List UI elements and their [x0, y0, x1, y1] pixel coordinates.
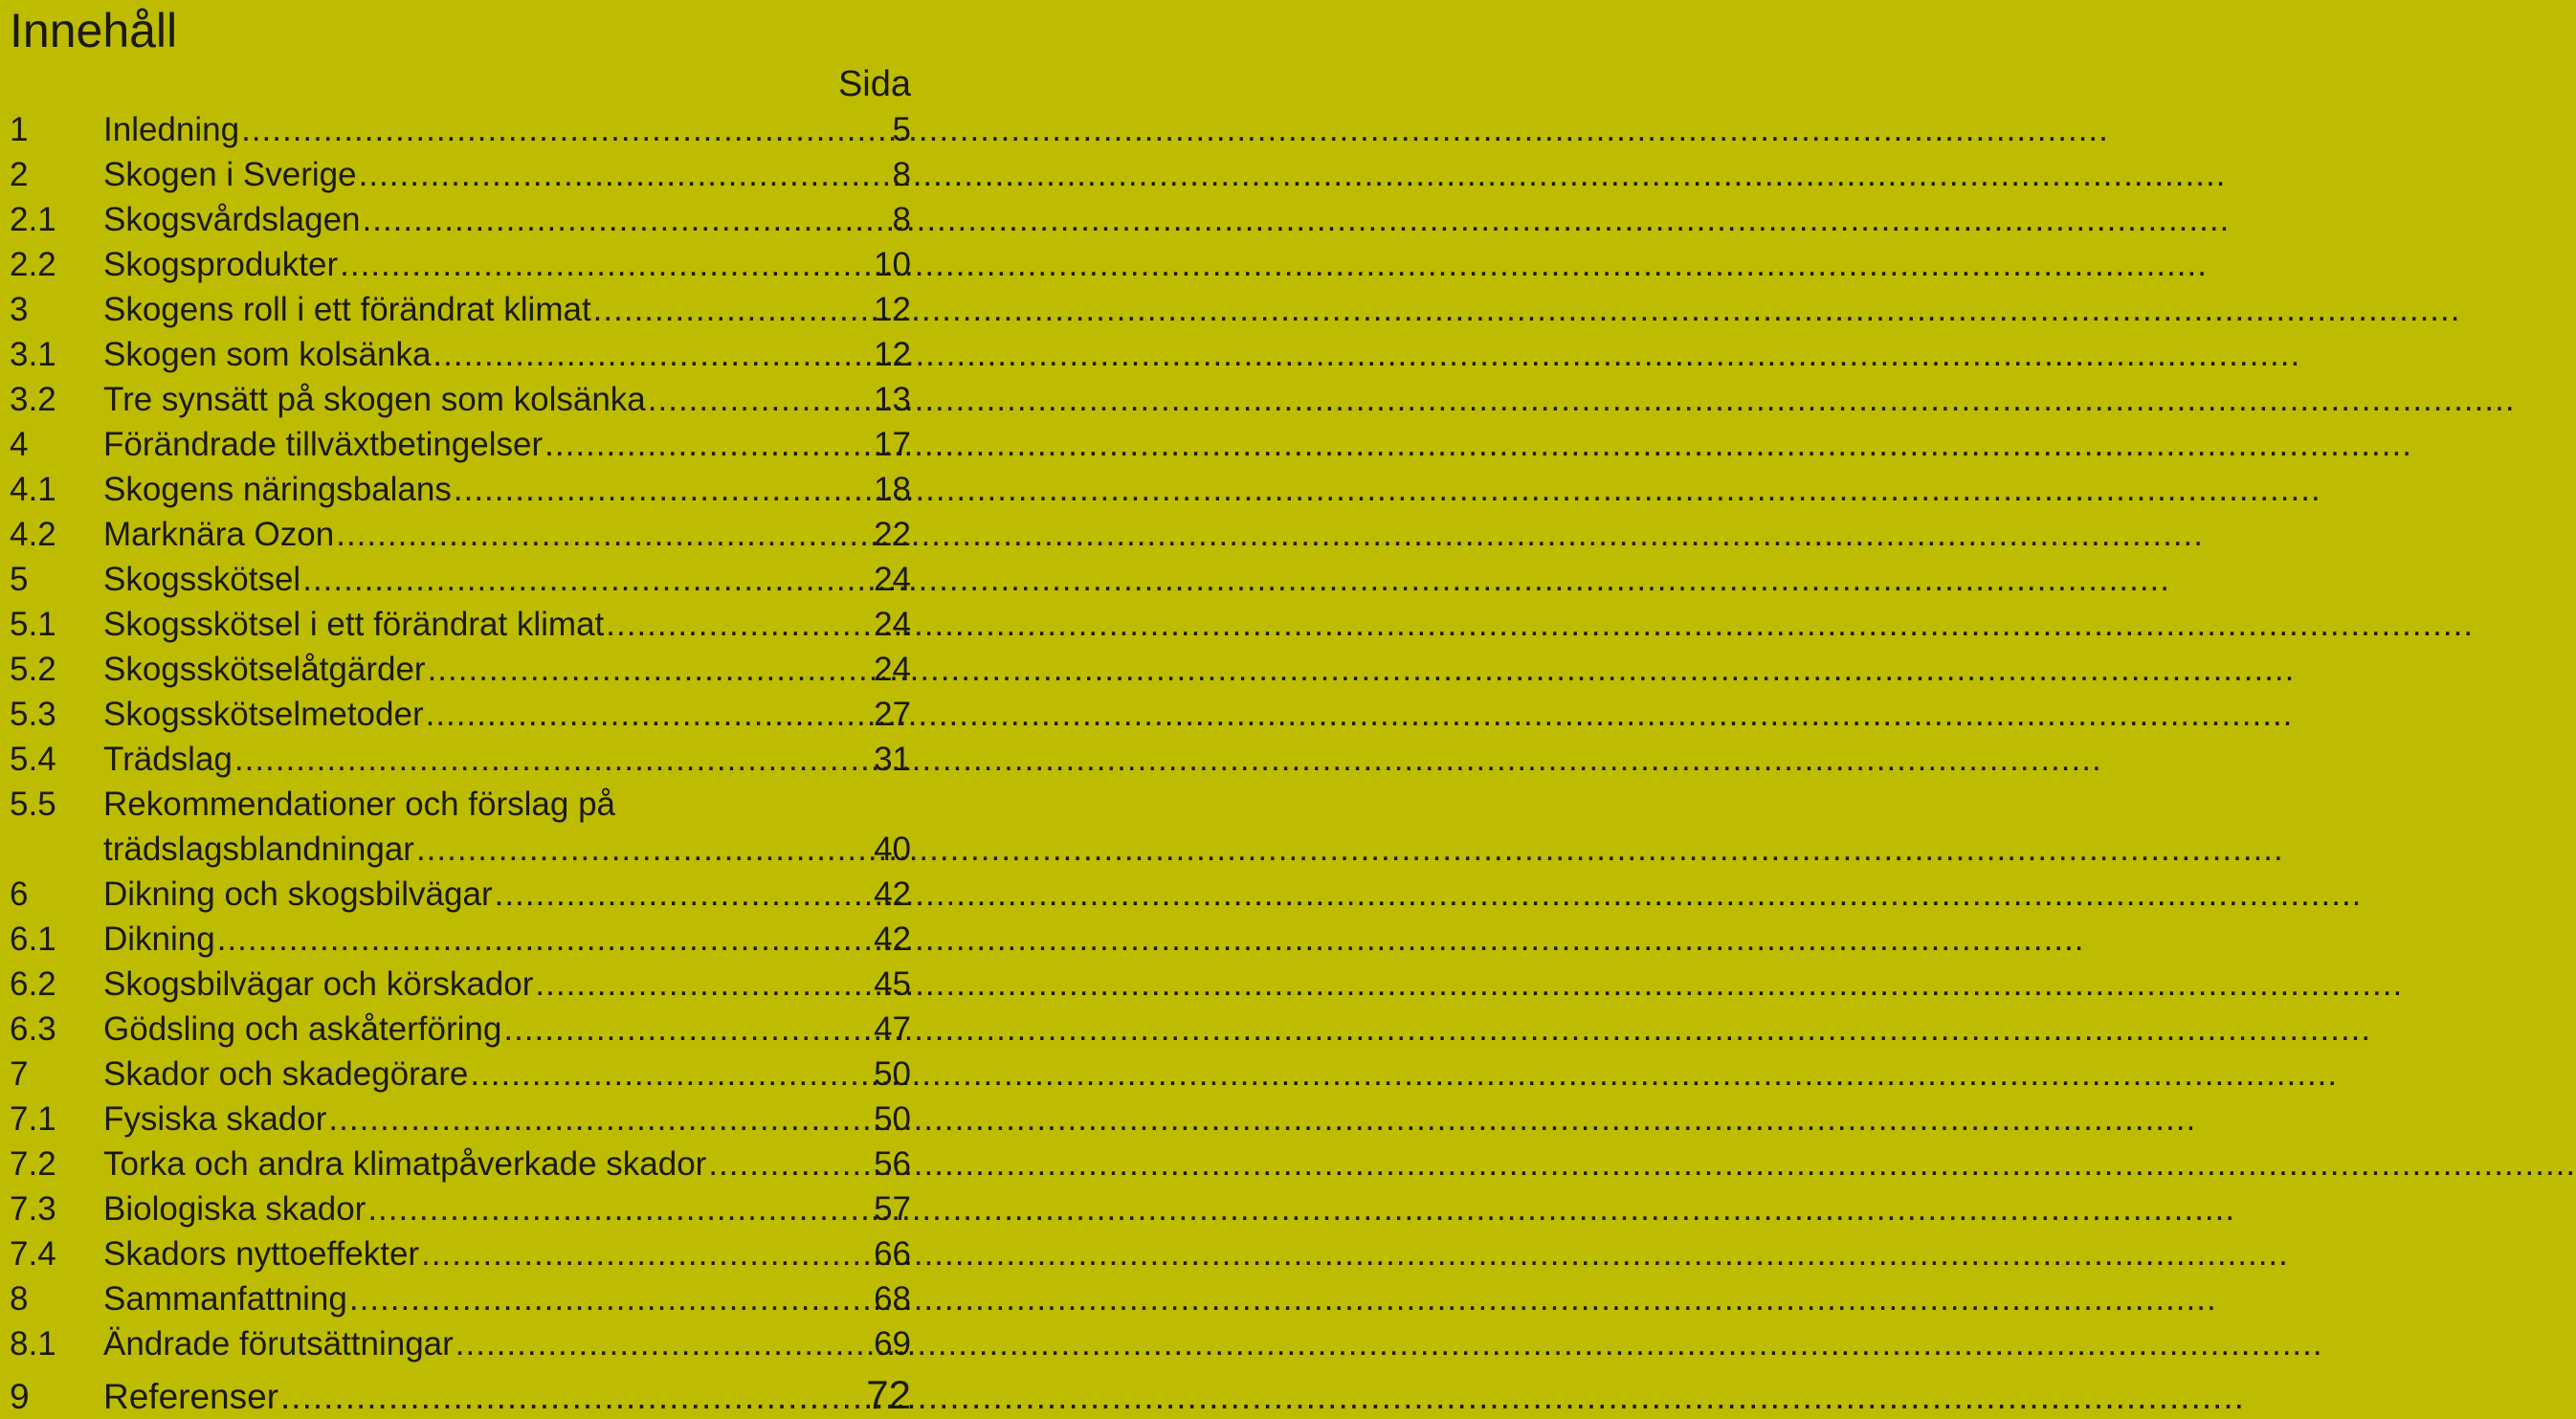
toc-title-line1: Rekommendationer och förslag på [103, 786, 616, 823]
toc-title: Gödsling och askåterföring [103, 1010, 502, 1048]
toc-number: 5.5 [10, 786, 56, 823]
toc-number: 4 [10, 426, 29, 463]
dot-leader [328, 1097, 870, 1142]
toc-page-number: 57 [874, 1190, 911, 1228]
toc-title: Referenser [103, 1377, 279, 1416]
toc-entry-6[interactable] [0, 872, 919, 917]
dot-leader [708, 1142, 870, 1186]
dot-leader [544, 422, 870, 467]
toc-number: 5.2 [10, 651, 56, 688]
toc-page-number: 8 [892, 201, 911, 238]
toc-page-number: 31 [874, 741, 911, 778]
toc-entry-4-2[interactable] [0, 512, 919, 557]
toc-entry-5-5[interactable] [0, 782, 919, 872]
toc-title: Skogens roll i ett förändrat klimat [103, 291, 591, 328]
toc-entry-7[interactable] [0, 1052, 919, 1097]
toc-page-number: 72 [866, 1372, 911, 1417]
toc-page-number: 42 [874, 876, 911, 913]
toc-title: Trädslag [103, 741, 233, 778]
toc-entry-5-2[interactable] [0, 647, 919, 692]
toc-number: 2.1 [10, 201, 56, 238]
toc-entry-3[interactable] [0, 287, 919, 332]
dot-leader [302, 557, 870, 602]
toc-page-number: 42 [874, 920, 911, 958]
toc-number: 4.1 [10, 471, 56, 508]
dot-leader [433, 332, 870, 377]
dot-leader [648, 377, 870, 422]
toc-entry-2-1[interactable] [0, 197, 919, 242]
dot-leader [234, 737, 870, 782]
toc-entry-5[interactable] [0, 557, 919, 602]
toc-entry-6-1[interactable] [0, 917, 919, 962]
dot-leader [363, 197, 889, 242]
dot-leader [340, 242, 870, 287]
toc-page-number: 5 [892, 111, 911, 148]
toc-page-number: 12 [874, 291, 911, 328]
dot-leader [428, 647, 870, 692]
dot-leader [416, 827, 870, 872]
toc-page-number: 40 [874, 831, 911, 868]
toc-number: 9 [10, 1377, 30, 1416]
toc-number: 3.2 [10, 381, 56, 418]
toc-entry-6-3[interactable] [0, 1007, 919, 1052]
dot-leader [349, 1276, 870, 1321]
toc-page-number: 66 [874, 1235, 911, 1273]
toc-title: Skadors nyttoeffekter [103, 1235, 420, 1273]
toc-page-number: 27 [874, 696, 911, 733]
toc-page-number: 22 [874, 516, 911, 553]
dot-leader [241, 107, 888, 152]
page-column-header: Sida [837, 64, 911, 104]
toc-title: Ändrade förutsättningar [103, 1325, 454, 1363]
toc-title: Skogsskötsel i ett förändrat klimat [103, 606, 605, 643]
dot-leader [606, 602, 870, 647]
toc-number: 6.3 [10, 1010, 56, 1048]
toc-title: Skogsvårdslagen [103, 201, 361, 238]
toc-number: 2 [10, 156, 29, 193]
dot-leader [454, 467, 870, 512]
toc-number: 2.2 [10, 246, 56, 283]
toc-title: Dikning och skogsbilvägar [103, 876, 493, 913]
toc-number: 6.1 [10, 920, 56, 958]
toc-number: 3.1 [10, 336, 56, 373]
toc-entry-6-2[interactable] [0, 962, 919, 1007]
toc-page-number: 17 [874, 426, 911, 463]
toc-number: 8.1 [10, 1325, 56, 1363]
toc-title: Dikning [103, 920, 215, 958]
toc-entry-3-1[interactable] [0, 332, 919, 377]
dot-leader [503, 1007, 870, 1052]
dot-leader [217, 917, 870, 962]
toc-number: 7.3 [10, 1190, 56, 1228]
toc-title: Skogsskötselmetoder [103, 696, 424, 733]
dot-leader [280, 1374, 862, 1419]
dot-leader [426, 692, 870, 737]
page-title: Innehåll [10, 4, 178, 57]
dot-leader [495, 872, 870, 917]
toc-entry-7-3[interactable] [0, 1186, 919, 1231]
toc-number: 7.4 [10, 1235, 56, 1273]
toc-page-number: 24 [874, 651, 911, 688]
toc-entry-7-1[interactable] [0, 1097, 919, 1142]
toc-title: Skogen i Sverige [103, 156, 357, 193]
toc-page-number: 13 [874, 381, 911, 418]
toc-page-number: 68 [874, 1280, 911, 1318]
toc-entry-5-3[interactable] [0, 692, 919, 737]
toc-entry-1[interactable] [0, 107, 919, 152]
dot-leader [336, 512, 870, 557]
toc-page-number: 56 [874, 1145, 911, 1183]
toc-number: 1 [10, 111, 29, 148]
toc-number: 4.2 [10, 516, 56, 553]
toc-title: Fysiska skador [103, 1100, 327, 1138]
toc-entry-2-2[interactable] [0, 242, 919, 287]
toc-title: Förändrade tillväxtbetingelser [103, 426, 544, 463]
toc-page-number: 50 [874, 1100, 911, 1138]
toc-entry-5-1[interactable] [0, 602, 919, 647]
toc-entry-7-2[interactable] [0, 1142, 919, 1186]
toc-page-number: 24 [874, 606, 911, 643]
toc-page-number: 24 [874, 561, 911, 598]
toc-title: Skogens näringsbalans [103, 471, 452, 508]
toc-entry-4-1[interactable] [0, 467, 919, 512]
dot-leader [593, 287, 870, 332]
toc-number: 8 [10, 1280, 29, 1318]
toc-entry-8[interactable] [0, 1276, 919, 1321]
toc-number: 6.2 [10, 965, 56, 1003]
toc-title: Torka och andra klimatpåverkade skador [103, 1145, 707, 1183]
toc-number: 5 [10, 561, 29, 598]
toc-entry-9[interactable] [0, 1372, 919, 1417]
toc-page-number: 50 [874, 1055, 911, 1093]
toc-entry-4[interactable] [0, 422, 919, 467]
dot-leader [455, 1321, 870, 1366]
toc-title: Skogsskötselåtgärder [103, 651, 426, 688]
toc-number: 7.1 [10, 1100, 56, 1138]
toc-title: Sammanfattning [103, 1280, 347, 1318]
table-of-contents [0, 107, 919, 1417]
toc-number: 5.4 [10, 741, 56, 778]
toc-title: Skogsbilvägar och körskador [103, 965, 534, 1003]
toc-number: 7.2 [10, 1145, 56, 1183]
dot-leader [535, 962, 870, 1007]
toc-entry-2[interactable] [0, 152, 919, 197]
toc-number: 5.3 [10, 696, 56, 733]
toc-number: 6 [10, 876, 29, 913]
toc-title: Skogsskötsel [103, 561, 301, 598]
toc-number: 5.1 [10, 606, 56, 643]
toc-title: Skogsprodukter [103, 246, 339, 283]
toc-page-number: 47 [874, 1010, 911, 1048]
toc-title: Skogen som kolsänka [103, 336, 432, 373]
toc-title: Marknära Ozon [103, 516, 335, 553]
dot-leader [367, 1186, 870, 1231]
dot-leader [470, 1052, 870, 1097]
toc-page-number: 12 [874, 336, 911, 373]
toc-entry-7-4[interactable] [0, 1231, 919, 1276]
toc-page-number: 18 [874, 471, 911, 508]
toc-number: 3 [10, 291, 29, 328]
dot-leader [421, 1231, 870, 1276]
toc-title: Biologiska skador [103, 1190, 366, 1228]
toc-title: Skador och skadegörare [103, 1055, 469, 1093]
toc-page-number: 10 [874, 246, 911, 283]
toc-entry-3-2[interactable] [0, 377, 919, 422]
toc-title: Tre synsätt på skogen som kolsänka [103, 381, 646, 418]
toc-page-number: 8 [892, 156, 911, 193]
toc-entry-5-4[interactable] [0, 737, 919, 782]
toc-page-number: 45 [874, 965, 911, 1003]
toc-number: 7 [10, 1055, 29, 1093]
dot-leader [359, 152, 889, 197]
toc-title-line2: trädslagsblandningar [103, 831, 414, 868]
toc-title: Inledning [103, 111, 240, 148]
toc-page-number: 69 [874, 1325, 911, 1363]
toc-entry-8-1[interactable] [0, 1321, 919, 1366]
